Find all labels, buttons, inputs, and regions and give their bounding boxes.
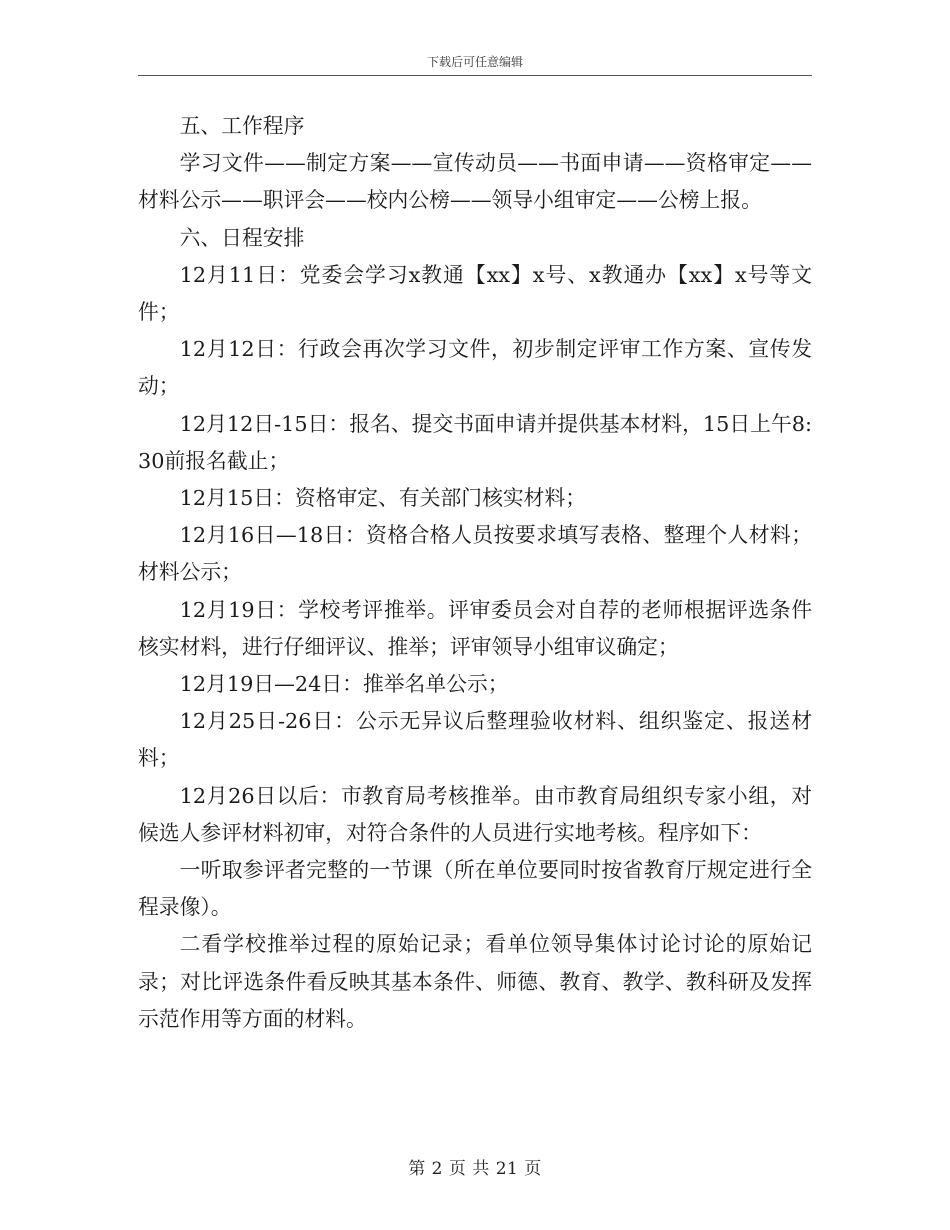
schedule-item: 12月19日：学校考评推举。评审委员会对自荐的老师根据评选条件核实材料，进行仔细评议、推举；评审领导小组审议确定； (138, 597, 812, 659)
document-body (138, 108, 812, 1038)
procedure-step: 一听取参评者完整的一节课（所在单位要同时按省教育厅规定进行全程录像）。 (138, 858, 812, 920)
schedule-item: 12月16日—18日：资格合格人员按要求填写表格、整理个人材料；材料公示； (138, 523, 812, 585)
section-heading-work-procedure: 五、工作程序 (179, 114, 305, 138)
procedure-step: 二看学校推举过程的原始记录；看单位领导集体讨论讨论的原始记录；对比评选条件看反映其基本条件、师德、教育、教学、教科研及发挥示范作用等方面的材料。 (138, 932, 812, 1031)
schedule-item: 12月11日：党委会学习x教通【xx】x号、x教通办【xx】x号等文件； (138, 262, 812, 325)
schedule-item: 12月12日-15日：报名、提交书面申请并提供基本材料，15日上午8:30前报名截止； (138, 411, 812, 473)
schedule-item: 12月26日以后：市教育局考核推举。由市教育局组织专家小组，对候选人参评材料初审，对符合条件的人员进行实地考核。程序如下： (138, 783, 812, 845)
schedule-item: 12月19日—24日：推举名单公示； (179, 672, 509, 697)
page-footer: 第 2 页 共 21 页 (408, 1159, 542, 1179)
header-divider (138, 75, 812, 76)
schedule-item: 12月25日-26日：公示无异议后整理验收材料、组织鉴定、报送材料； (138, 709, 812, 771)
page-header: 下载后可任意编辑 (426, 55, 523, 69)
schedule-item: 12月15日：资格审定、有关部门核实材料； (179, 486, 587, 511)
schedule-item: 12月12日：行政会再次学习文件，初步制定评审工作方案、宣传发动； (138, 337, 812, 399)
procedure-flow: 学习文件——制定方案——宣传动员——书面申请——资格审定——材料公示——职评会——校内公榜——领导小组审定——公榜上报。 (138, 151, 812, 213)
section-heading-schedule: 六、日程安排 (179, 225, 305, 250)
